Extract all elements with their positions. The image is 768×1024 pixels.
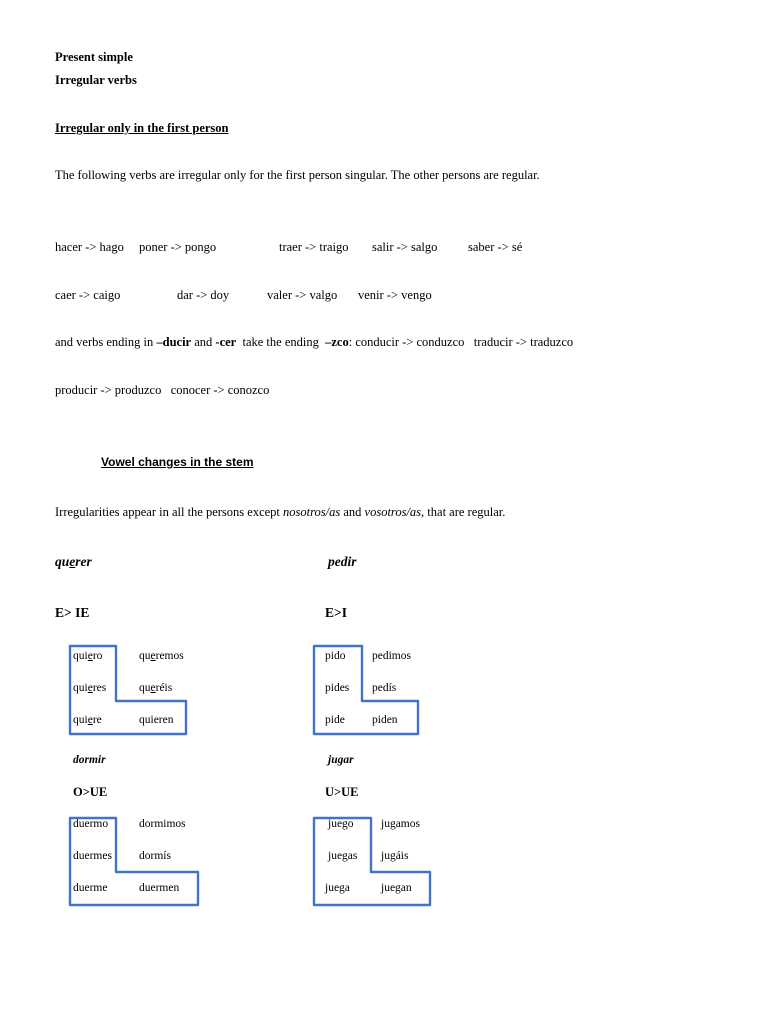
ending-rule-prefix: and verbs ending in bbox=[55, 335, 157, 349]
stem-vowel: e bbox=[87, 650, 93, 662]
conjugation-cell: duermes bbox=[73, 850, 112, 862]
ending-zco: –zco bbox=[325, 335, 349, 349]
conjugation-cell: juegas bbox=[328, 850, 358, 862]
stem-vowel: e bbox=[150, 650, 156, 662]
ending-rule-line bbox=[55, 335, 573, 350]
vowel-changes-intro bbox=[55, 505, 505, 520]
conjugation-cell: juega bbox=[325, 882, 350, 894]
conjugation-cell: duerme bbox=[73, 882, 108, 894]
cell-part: qui bbox=[73, 682, 88, 694]
verb-pair: caer -> caigo bbox=[55, 288, 121, 302]
cell-part: qui bbox=[73, 714, 88, 726]
verb-part: qu bbox=[55, 554, 70, 569]
cell-part: re bbox=[92, 714, 102, 726]
intro-vosotros: vosotros/as bbox=[364, 505, 422, 519]
first-person-intro: The following verbs are irregular only for the first person singular. The other persons are regular. bbox=[55, 168, 540, 182]
conjugation-cell bbox=[73, 714, 102, 728]
conjugation-cell: pide bbox=[325, 714, 345, 726]
verb-pair: valer -> valgo bbox=[267, 288, 338, 302]
conjugation-cell: juegan bbox=[381, 882, 412, 894]
conjugation-cell bbox=[73, 682, 106, 696]
verb-pair: poner -> pongo bbox=[139, 240, 217, 254]
cell-part: qu bbox=[139, 650, 151, 662]
section-heading-first-person: Irregular only in the first person bbox=[55, 121, 229, 135]
ending-examples: : conducir -> conduzco traducir -> traduzco bbox=[348, 335, 574, 349]
verb-pair: venir -> vengo bbox=[358, 288, 432, 302]
change-label-pedir: E>I bbox=[325, 605, 347, 620]
verb-pair: traer -> traigo bbox=[279, 240, 349, 254]
conjugation-cell: piden bbox=[372, 714, 398, 726]
cell-part: qu bbox=[139, 682, 151, 694]
verb-pair-line: producir -> produzco conocer -> conozco bbox=[55, 383, 270, 397]
intro-nosotros: nosotros/as bbox=[283, 505, 341, 519]
ending-and: and bbox=[191, 335, 216, 349]
conjugation-cell: quieren bbox=[139, 714, 174, 726]
conjugation-cell: juego bbox=[328, 818, 354, 830]
cell-part: remos bbox=[155, 650, 184, 662]
ending-ducir: –ducir bbox=[156, 335, 192, 349]
verb-part: rer bbox=[75, 554, 92, 569]
intro-before: Irregularities appear in all the persons except bbox=[55, 505, 284, 519]
change-label-dormir: O>UE bbox=[73, 785, 108, 799]
verb-pair: dar -> doy bbox=[177, 288, 230, 302]
verb-pair: hacer -> hago bbox=[55, 240, 124, 254]
change-label-querer: E> IE bbox=[55, 605, 90, 620]
conjugation-cell bbox=[139, 682, 172, 696]
change-label-jugar: U>UE bbox=[325, 785, 359, 799]
verb-pair: saber -> sé bbox=[468, 240, 523, 254]
conjugation-cell: pedimos bbox=[372, 650, 411, 662]
verb-stem-vowel: e bbox=[69, 554, 76, 569]
title-irregular-verbs: Irregular verbs bbox=[55, 73, 137, 87]
conjugation-cell: jugamos bbox=[381, 818, 420, 830]
verb-pair: salir -> salgo bbox=[372, 240, 438, 254]
conjugation-cell: dormís bbox=[139, 850, 171, 862]
title-present-simple: Present simple bbox=[55, 50, 133, 64]
stem-vowel: e bbox=[87, 682, 93, 694]
conjugation-cell: jugáis bbox=[381, 850, 409, 862]
conjugation-cell: duermen bbox=[139, 882, 180, 894]
verb-title-jugar: jugar bbox=[328, 754, 354, 766]
conjugation-cell: dormimos bbox=[139, 818, 186, 830]
conjugation-cell: pedís bbox=[372, 682, 397, 694]
verb-title-pedir: pedir bbox=[328, 554, 357, 569]
conjugation-cell: pides bbox=[325, 682, 350, 694]
stem-vowel: e bbox=[150, 682, 156, 694]
verb-title-querer bbox=[55, 554, 92, 570]
cell-part: res bbox=[92, 682, 107, 694]
intro-after: , that are regular. bbox=[421, 505, 506, 519]
conjugation-cell: duermo bbox=[73, 818, 109, 830]
conjugation-cell: pido bbox=[325, 650, 346, 662]
conjugation-cell bbox=[73, 650, 102, 664]
conjugation-cell bbox=[139, 650, 184, 664]
cell-part: réis bbox=[155, 682, 173, 694]
ending-middle: take the ending bbox=[236, 335, 326, 349]
verb-title-dormir: dormir bbox=[73, 754, 106, 766]
cell-part: ro bbox=[92, 650, 103, 662]
ending-cer: -cer bbox=[215, 335, 237, 349]
intro-mid: and bbox=[340, 505, 365, 519]
stem-vowel: e bbox=[87, 714, 93, 726]
section-heading-vowel-changes: Vowel changes in the stem bbox=[101, 455, 254, 469]
cell-part: qui bbox=[73, 650, 88, 662]
